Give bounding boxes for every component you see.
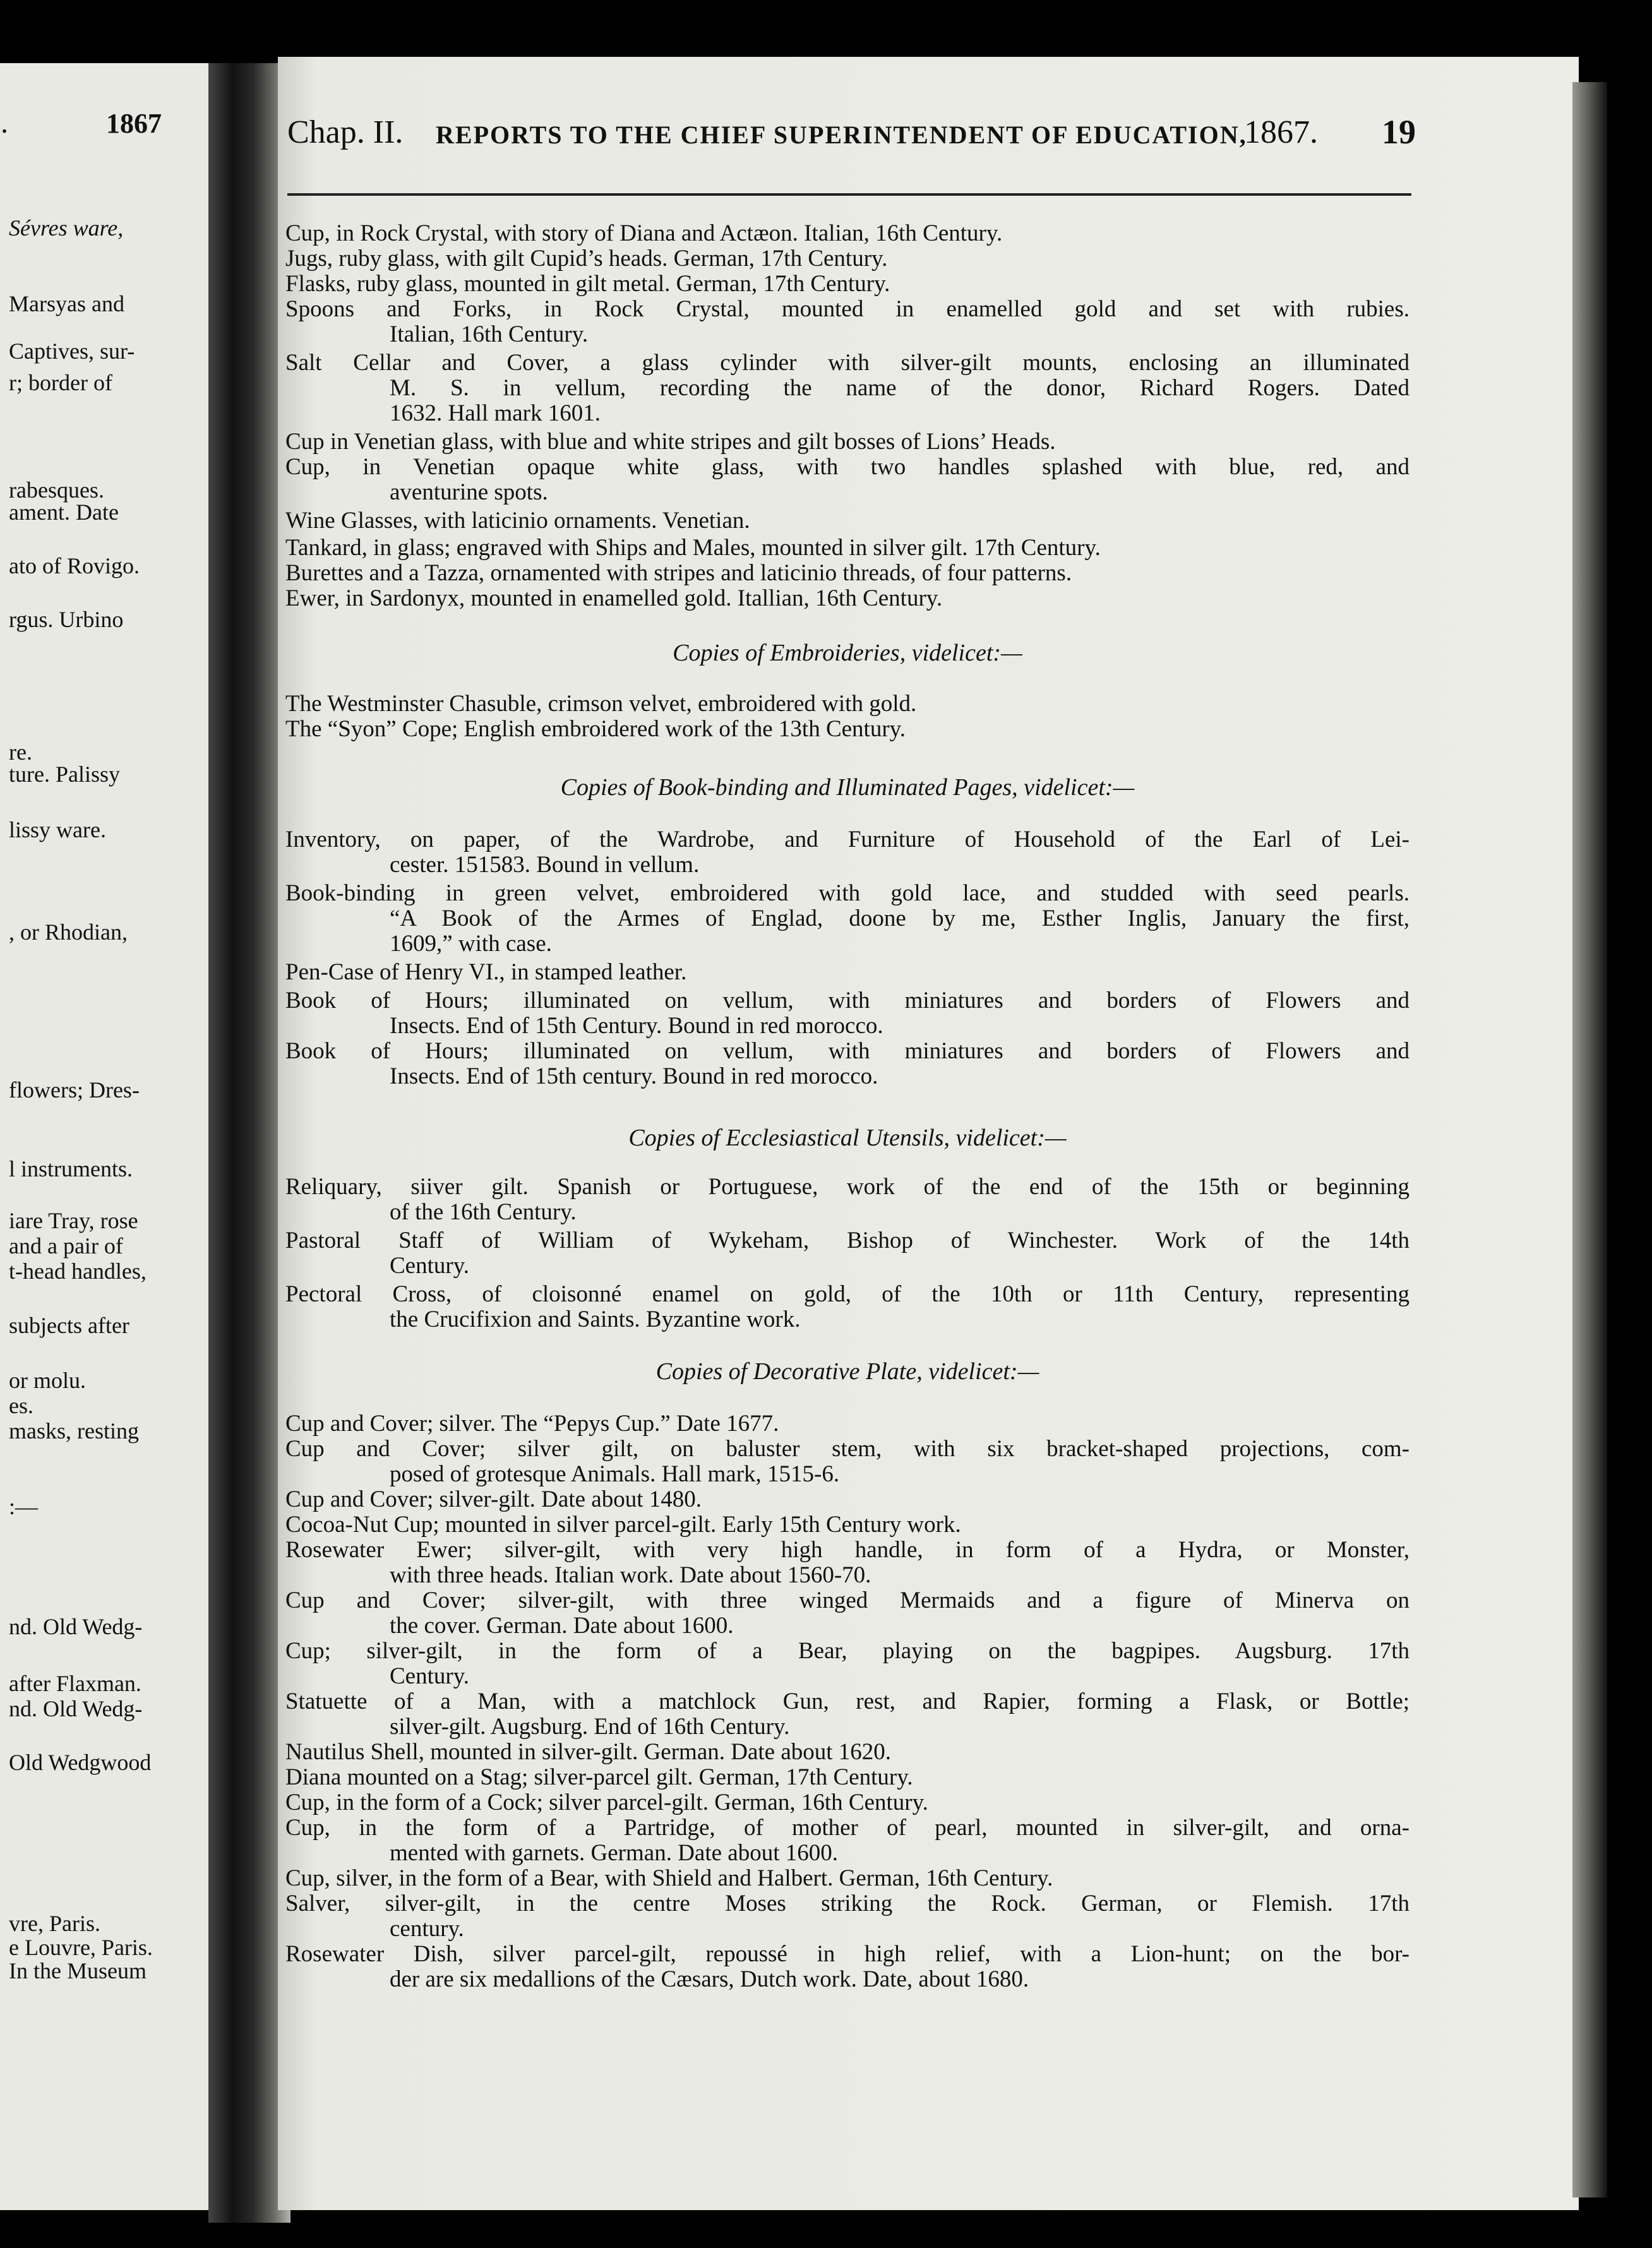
facing-page-line: ture. Palissy — [9, 762, 120, 787]
entry-line: Cup, in the form of a Cock; silver parcel-gilt. German, 16th Century. — [285, 1790, 928, 1815]
catalogue-entry — [285, 1411, 1410, 1437]
facing-page-line: and a pair of — [9, 1233, 123, 1259]
entry-line: Cup; silver-gilt, in the form of a Bear, playing on the bagpipes. Augsburg. 17th — [285, 1638, 1410, 1664]
catalogue-entry — [285, 1039, 1410, 1089]
catalogue-entry — [285, 717, 1410, 742]
entry-line: Diana mounted on a Stag; silver-parcel gilt. German, 17th Century. — [285, 1764, 913, 1790]
entry-line: Cup, silver, in the form of a Bear, with Shield and Halbert. German, 16th Century. — [285, 1865, 1053, 1891]
facing-page-line: re. — [9, 739, 32, 765]
entry-line: cester. 151583. Bound in vellum. — [390, 852, 700, 878]
catalogue-entry — [285, 1282, 1410, 1332]
entry-line: Burettes and a Tazza, ornamented with stripes and laticinio threads, of four patterns. — [285, 560, 1072, 586]
entry-line: “A Book of the Armes of Englad, doone by me, Esther Inglis, January the first, — [390, 906, 1410, 931]
catalogue-entry — [285, 1866, 1410, 1891]
facing-page-line: ament. Date — [9, 499, 119, 525]
catalogue-entry — [285, 1437, 1410, 1487]
facing-page-line: e Louvre, Paris. — [9, 1935, 153, 1960]
entry-line: Cup, in Venetian opaque white glass, with two handles splashed with blue, red, and — [285, 454, 1410, 480]
facing-page-number: 1867 — [106, 108, 162, 139]
entry-line: Italian, 16th Century. — [390, 321, 589, 347]
catalogue-entry — [285, 1689, 1410, 1740]
entry-line: Cup in Venetian glass, with blue and white stripes and gilt bosses of Lions’ Heads. — [285, 429, 1056, 455]
entry-line: Pastoral Staff of William of Wykeham, Bishop of Winchester. Work of the 14th — [285, 1228, 1410, 1253]
facing-page-line: vre, Paris. — [9, 1911, 100, 1936]
header-rule — [287, 193, 1411, 196]
entry-line: Century. — [390, 1253, 470, 1279]
catalogue-entry — [285, 297, 1410, 347]
catalogue-entry — [285, 1175, 1410, 1225]
catalogue-entry — [285, 691, 1410, 717]
entry-line: The “Syon” Cope; English embroidered work of the 13th Century. — [285, 716, 906, 742]
entry-line: posed of grotesque Animals. Hall mark, 1515-6. — [390, 1461, 840, 1487]
entry-line: Insects. End of 15th century. Bound in red morocco. — [390, 1063, 878, 1089]
catalogue-entry — [285, 988, 1410, 1039]
entry-line: century. — [390, 1916, 464, 1942]
catalogue-entry — [285, 960, 1410, 985]
facing-page-line: t-head handles, — [9, 1259, 147, 1284]
entry-line: of the 16th Century. — [390, 1199, 577, 1225]
entry-line: Cocoa-Nut Cup; mounted in silver parcel-gilt. Early 15th Century work. — [285, 1512, 961, 1538]
facing-page-line: rabesques. — [9, 477, 104, 503]
catalogue-entry — [285, 561, 1410, 586]
facing-page-line: Marsyas and — [9, 291, 124, 316]
entry-line: Inventory, on paper, of the Wardrobe, and Furniture of Household of the Earl of Lei- — [285, 827, 1410, 852]
entry-line: Book of Hours; illuminated on vellum, with miniatures and borders of Flowers and — [285, 988, 1410, 1013]
facing-page-line: nd. Old Wedg- — [9, 1696, 143, 1721]
catalogue-entry — [285, 1815, 1410, 1866]
entry-line: with three heads. Italian work. Date about 1560-70. — [390, 1562, 871, 1588]
catalogue-entry — [285, 1765, 1410, 1790]
entry-line: Statuette of a Man, with a matchlock Gun, rest, and Rapier, forming a Flask, or Bottle; — [285, 1689, 1410, 1714]
facing-page — [0, 63, 222, 2210]
entry-line: The Westminster Chasuble, crimson velvet, embroidered with gold. — [285, 691, 917, 717]
entry-line: Nautilus Shell, mounted in silver-gilt. German. Date about 1620. — [285, 1739, 892, 1765]
facing-page-line: In the Museum — [9, 1958, 147, 1983]
page-edge — [1572, 82, 1607, 2197]
catalogue-entry — [285, 1512, 1410, 1538]
entry-line: 1632. Hall mark 1601. — [390, 400, 601, 426]
catalogue-entry — [285, 221, 1410, 246]
catalogue-entry — [285, 1891, 1410, 1942]
facing-page-line: or molu. — [9, 1368, 86, 1393]
page-number: 19 — [1382, 113, 1416, 151]
entry-line: Salver, silver-gilt, in the centre Moses striking the Rock. German, or Flemish. 17th — [285, 1891, 1410, 1916]
entry-line: Cup and Cover; silver. The “Pepys Cup.” Date 1677. — [285, 1411, 779, 1437]
facing-page-line: nd. Old Wedg- — [9, 1614, 143, 1639]
facing-page-line: Captives, sur- — [9, 338, 135, 364]
catalogue-entry — [285, 1538, 1410, 1588]
entry-line: Insects. End of 15th Century. Bound in red morocco. — [390, 1013, 883, 1039]
entry-line: Salt Cellar and Cover, a glass cylinder with silver-gilt mounts, enclosing an illuminated — [285, 350, 1410, 376]
catalogue-entry — [285, 429, 1410, 455]
catalogue-entry — [285, 1790, 1410, 1815]
catalogue-entry — [285, 1228, 1410, 1279]
entry-line: silver-gilt. Augsburg. End of 16th Century. — [390, 1714, 790, 1740]
catalogue-entry — [285, 1487, 1410, 1512]
facing-page-line: subjects after — [9, 1313, 129, 1338]
catalogue-entry — [285, 586, 1410, 611]
entry-line: Cup, in the form of a Partridge, of mother of pearl, mounted in silver-gilt, and orna- — [285, 1815, 1410, 1841]
entry-line: the Crucifixion and Saints. Byzantine work. — [390, 1306, 801, 1332]
entry-line: Cup and Cover; silver-gilt. Date about 1480. — [285, 1486, 702, 1512]
catalogue-entry — [285, 350, 1410, 426]
catalogue-entry — [285, 508, 1410, 534]
entry-line: Cup and Cover; silver-gilt, with three winged Mermaids and a figure of Minerva on — [285, 1587, 1410, 1613]
header-year: 1867. — [1244, 114, 1318, 150]
entry-line: Rosewater Ewer; silver-gilt, with very high handle, in form of a Hydra, or Monster, — [285, 1537, 1410, 1563]
entry-line: der are six medallions of the Cæsars, Dutch work. Date, about 1680. — [390, 1966, 1029, 1992]
entry-line: the cover. German. Date about 1600. — [390, 1613, 734, 1639]
facing-page-line: :— — [9, 1494, 39, 1519]
catalogue-entry — [285, 1740, 1410, 1765]
entry-line: Book of Hours; illuminated on vellum, with miniatures and borders of Flowers and — [285, 1038, 1410, 1064]
entry-line: Flasks, ruby glass, mounted in gilt metal. German, 17th Century. — [285, 271, 890, 297]
catalogue-entry — [285, 272, 1410, 297]
catalogue-entry — [285, 455, 1410, 505]
entry-line: Cup and Cover; silver gilt, on baluster stem, with six bracket-shaped projections, com- — [285, 1436, 1410, 1462]
facing-page-line: r; border of — [9, 370, 112, 395]
entry-line: Cup, in Rock Crystal, with story of Diana and Actæon. Italian, 16th Century. — [285, 220, 1003, 246]
facing-page-line: ato of Rovigo. — [9, 553, 140, 578]
header-title: REPORTS TO THE CHIEF SUPERINTENDENT OF EDUCATION, — [436, 121, 1247, 149]
facing-page-line: iare Tray, rose — [9, 1208, 138, 1233]
running-header — [287, 114, 1411, 158]
entry-line: Rosewater Dish, silver parcel-gilt, repoussé in high relief, with a Lion-hunt; on the bor- — [285, 1941, 1410, 1967]
entry-line: aventurine spots. — [390, 479, 548, 505]
catalogue-entry — [285, 1588, 1410, 1639]
facing-page-line: Sévres ware, — [9, 215, 124, 241]
facing-page-line: es. — [9, 1393, 33, 1418]
entry-line: mented with garnets. German. Date about 1600. — [390, 1840, 838, 1866]
entry-line: Pen-Case of Henry VI., in stamped leather. — [285, 959, 687, 985]
section-heading: Copies of Book-binding and Illuminated Pages, videlicet:— — [560, 774, 1135, 801]
facing-page-line: l instruments. — [9, 1156, 133, 1181]
chapter-label: Chap. II. — [287, 114, 404, 150]
facing-page-mark: . — [0, 107, 9, 140]
catalogue-entry — [285, 1942, 1410, 1992]
facing-page-line: after Flaxman. — [9, 1671, 141, 1696]
entry-line: 1609,” with case. — [390, 931, 552, 957]
catalogue-entry — [285, 535, 1410, 561]
entry-line: Reliquary, siiver gilt. Spanish or Portuguese, work of the end of the 15th or beginning — [285, 1174, 1410, 1200]
section-heading: Copies of Embroideries, videlicet:— — [673, 640, 1022, 666]
facing-page-line: , or Rhodian, — [9, 919, 128, 945]
entry-line: Pectoral Cross, of cloisonné enamel on gold, of the 10th or 11th Century, representing — [285, 1281, 1410, 1307]
section-heading: Copies of Decorative Plate, videlicet:— — [655, 1358, 1039, 1385]
catalogue-entry — [285, 827, 1410, 878]
facing-page-line: rgus. Urbino — [9, 607, 124, 632]
catalogue-entry — [285, 246, 1410, 272]
facing-page-line: flowers; Dres- — [9, 1077, 140, 1103]
catalogue-entry — [285, 881, 1410, 957]
facing-page-line: masks, resting — [9, 1418, 139, 1444]
facing-page-line: lissy ware. — [9, 817, 106, 842]
catalogue-entry — [285, 1639, 1410, 1689]
entry-line: Tankard, in glass; engraved with Ships and Males, mounted in silver gilt. 17th Century. — [285, 535, 1101, 561]
facing-page-line: Old Wedgwood — [9, 1750, 152, 1775]
section-heading: Copies of Ecclesiastical Utensils, videlicet:— — [628, 1125, 1067, 1151]
entry-line: M. S. in vellum, recording the name of the donor, Richard Rogers. Dated — [390, 375, 1410, 401]
entry-line: Spoons and Forks, in Rock Crystal, mounted in enamelled gold and set with rubies. — [285, 296, 1410, 322]
entry-line: Ewer, in Sardonyx, mounted in enamelled gold. Itallian, 16th Century. — [285, 585, 943, 611]
entry-line: Century. — [390, 1663, 470, 1689]
entry-line: Book-binding in green velvet, embroidered with gold lace, and studded with seed pearls. — [285, 880, 1410, 906]
entry-line: Wine Glasses, with laticinio ornaments. Venetian. — [285, 508, 750, 534]
entry-line: Jugs, ruby glass, with gilt Cupid’s heads. German, 17th Century. — [285, 246, 888, 272]
